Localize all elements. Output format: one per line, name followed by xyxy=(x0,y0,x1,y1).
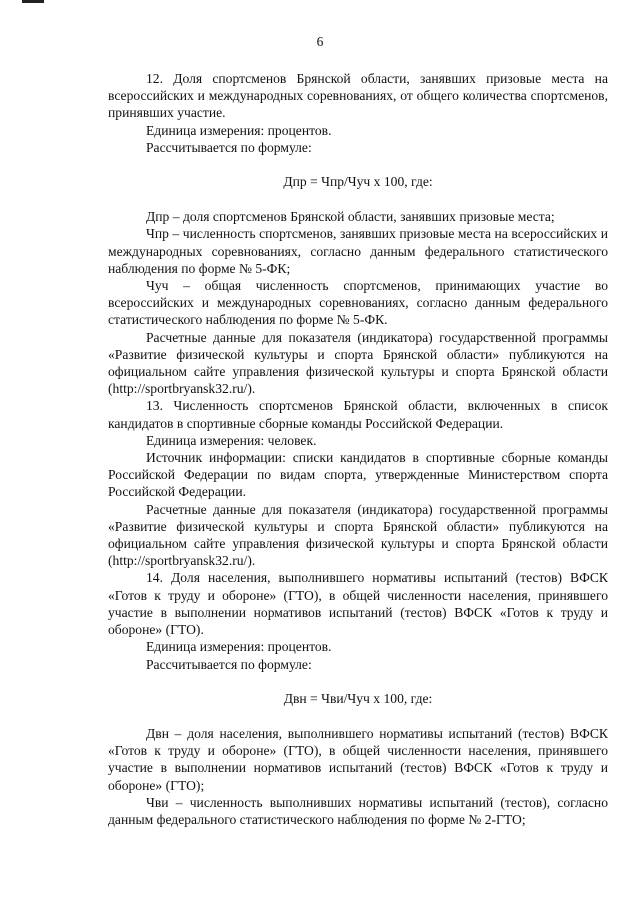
paragraph-formula-intro: Рассчитывается по формуле: xyxy=(146,656,312,672)
definition-dvn: Двн – доля населения, выполнившего нормативы испытаний (тестов) ВФСК «Готов к труду и обороне» (ГТО), в общей численности населения, принявшего участие в выполнении нормативов испытаний (тестов) ВФСК «Готов к труду и обороне» (ГТО); xyxy=(108,725,608,793)
paragraph-item-12-title: 12. Доля спортсменов Брянской области, занявших призовые места на всероссийских и международных соревнованиях, от общего количества спортсменов, принявших участие. xyxy=(108,71,608,121)
formula-dpr: Дпр = Чпр/Чуч х 100, где: xyxy=(283,174,433,190)
paragraph-item-13-title: 13. Численность спортсменов Брянской области, включенных в список кандидатов в спортивные сборные команды Российской Федерации. xyxy=(108,398,608,431)
paragraph-unit: Единица измерения: процентов. xyxy=(146,639,332,655)
definition-chvi: Чви – численность выполнивших нормативы испытаний (тестов), согласно данным федерального статистического наблюдения по форме № 2-ГТО; xyxy=(108,794,608,827)
paragraph-formula-intro: Рассчитывается по формуле: xyxy=(146,139,312,155)
paragraph-publication: Расчетные данные для показателя (индикатора) государственной программы «Развитие физической культуры и спорта Брянской области» публикуются на официальном сайте управления физической культуры и спорта Брянской области (http://sportbryansk32.ru/). xyxy=(108,329,608,397)
formula-dvn: Двн = Чви/Чуч х 100, где: xyxy=(283,690,433,706)
paragraph-unit: Единица измерения: процентов. xyxy=(146,122,332,138)
definition-chuch: Чуч – общая численность спортсменов, принимающих участие во всероссийских и международных соревнованиях, согласно данным федерального статистического наблюдения по форме № 5-ФК. xyxy=(108,278,608,328)
paragraph-unit: Единица измерения: человек. xyxy=(146,432,317,448)
document-body xyxy=(108,70,608,828)
paragraph-publication: Расчетные данные для показателя (индикатора) государственной программы «Развитие физической культуры и спорта Брянской области» публикуются на официальном сайте управления физической культуры и спорта Брянской области (http://sportbryansk32.ru/). xyxy=(108,501,608,569)
definition-dpr: Дпр – доля спортсменов Брянской области, занявших призовые места; xyxy=(146,209,555,225)
definition-chpr: Чпр – численность спортсменов, занявших призовые места на всероссийских и международных соревнованиях, согласно данным федерального статистического наблюдения по форме № 5-ФК; xyxy=(108,226,608,276)
paragraph-item-14-title: 14. Доля населения, выполнившего нормативы испытаний (тестов) ВФСК «Готов к труду и обороне» (ГТО), в общей численности населения, принявшего участие в выполнении нормативов испытаний (тестов) ВФСК «Готов к труду и обороне» (ГТО). xyxy=(108,570,608,638)
page-number: 6 xyxy=(316,34,324,49)
paragraph-source: Источник информации: списки кандидатов в спортивные сборные команды Российской Федерации по видам спорта, утвержденные Министерством спорта Российской Федерации. xyxy=(108,450,608,500)
top-edge-mark xyxy=(22,0,44,3)
